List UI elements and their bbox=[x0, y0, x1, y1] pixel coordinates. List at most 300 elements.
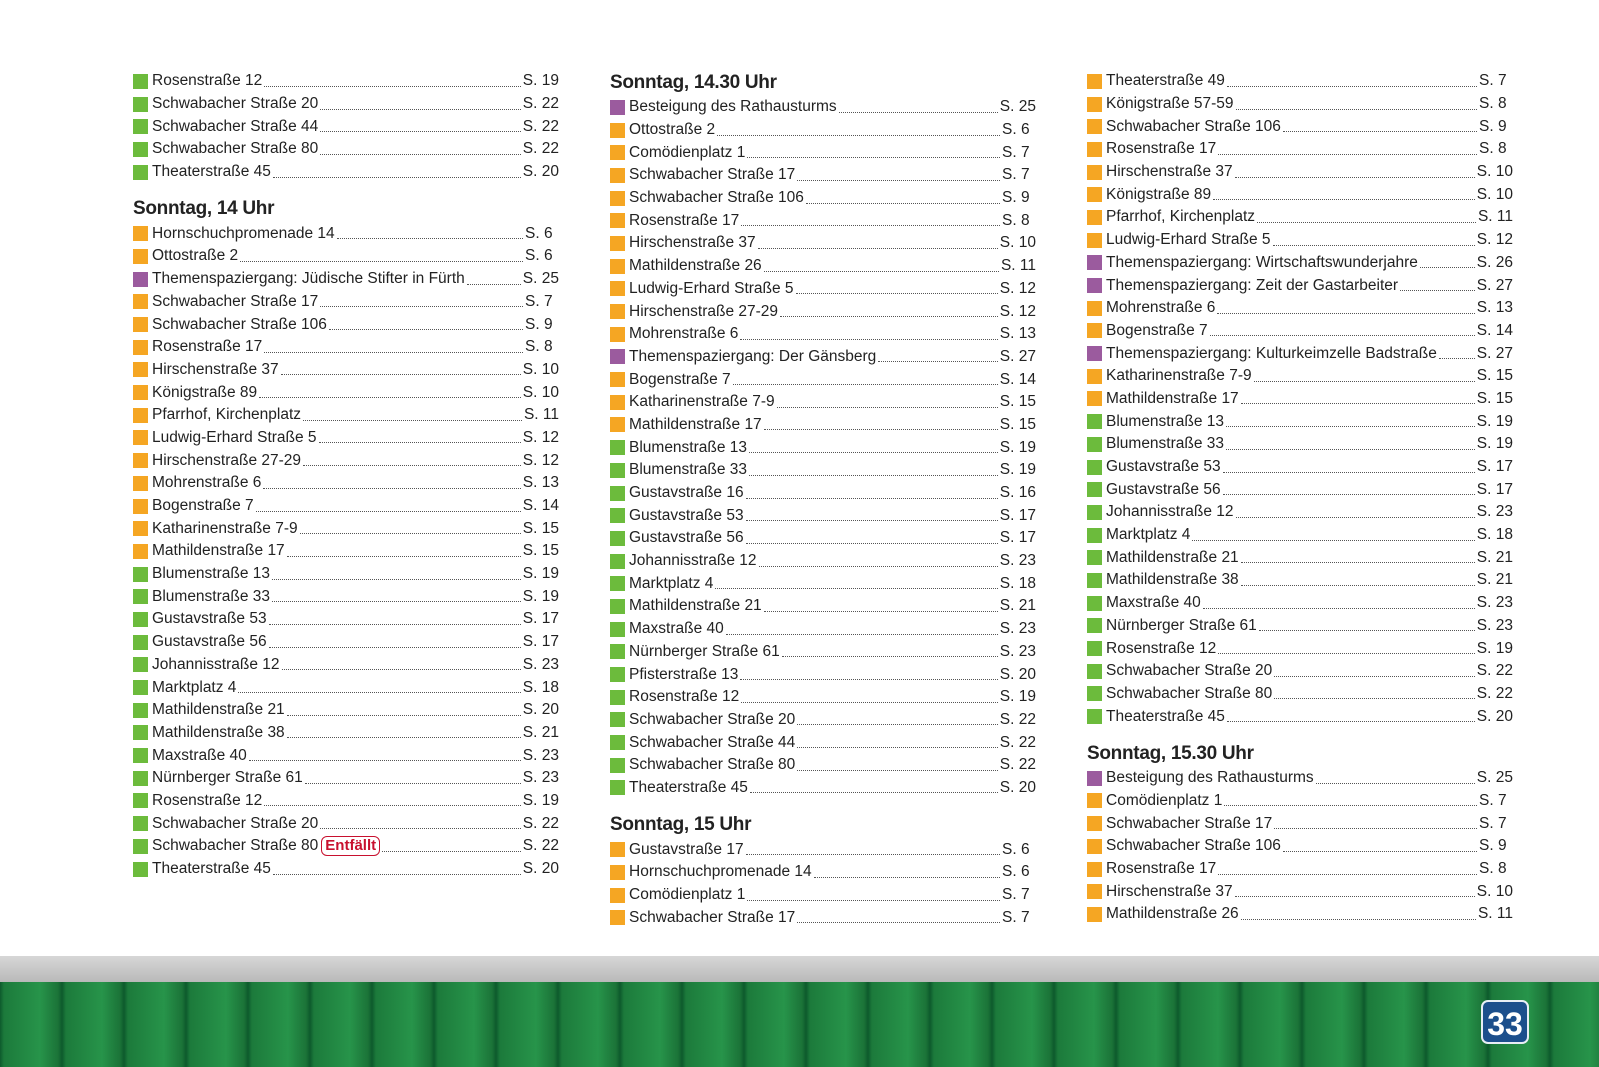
index-entry bbox=[610, 884, 1036, 907]
entry-page-ref: S. 15 bbox=[1476, 389, 1513, 407]
entry-page-ref: S. 23 bbox=[999, 552, 1036, 570]
dot-leader bbox=[1259, 630, 1475, 631]
index-entry bbox=[610, 572, 1036, 595]
index-entry bbox=[1087, 115, 1513, 138]
orange-category-swatch bbox=[610, 236, 625, 251]
entry-label: Schwabacher Straße 44 bbox=[629, 733, 796, 751]
entry-label: Mathildenstraße 21 bbox=[1106, 548, 1239, 566]
dot-leader bbox=[741, 702, 998, 703]
orange-category-swatch bbox=[133, 499, 148, 514]
entry-page-ref: S. 17 bbox=[999, 529, 1036, 547]
green-category-swatch bbox=[1087, 686, 1102, 701]
orange-category-swatch bbox=[1087, 369, 1102, 384]
entry-label: Theaterstraße 45 bbox=[152, 860, 271, 878]
index-entry bbox=[610, 459, 1036, 482]
index-entry bbox=[133, 495, 559, 518]
dot-leader bbox=[1273, 245, 1475, 246]
index-entry bbox=[610, 209, 1036, 232]
index-entry bbox=[610, 96, 1036, 119]
orange-category-swatch bbox=[1087, 97, 1102, 112]
dot-leader bbox=[1236, 517, 1475, 518]
dot-leader bbox=[238, 692, 520, 693]
entry-page-ref: S. 21 bbox=[1476, 548, 1513, 566]
entry-label: Comödienplatz 1 bbox=[629, 143, 746, 161]
entry-label: Blumenstraße 13 bbox=[629, 438, 748, 456]
entry-page-ref: S. 11 bbox=[1000, 257, 1036, 275]
dot-leader bbox=[467, 284, 521, 285]
entry-label: Gustavstraße 53 bbox=[152, 610, 267, 628]
entry-page-ref: S. 9 bbox=[525, 315, 553, 333]
dot-leader bbox=[259, 397, 521, 398]
green-category-swatch bbox=[133, 612, 148, 627]
index-entry bbox=[1087, 835, 1513, 858]
entry-page-ref: S. 7 bbox=[1002, 166, 1030, 184]
entry-label: Katharinenstraße 7-9 bbox=[629, 393, 775, 411]
dot-leader bbox=[272, 579, 521, 580]
index-entry bbox=[1087, 297, 1513, 320]
dot-leader bbox=[1218, 154, 1477, 155]
footer-band bbox=[0, 956, 1599, 982]
entry-label: Mohrenstraße 6 bbox=[1106, 299, 1216, 317]
index-entry bbox=[610, 527, 1036, 550]
entry-page-ref: S. 12 bbox=[522, 451, 559, 469]
dot-leader bbox=[726, 634, 998, 635]
dot-leader bbox=[273, 177, 521, 178]
entry-page-ref: S. 25 bbox=[1476, 769, 1513, 787]
orange-category-swatch bbox=[610, 168, 625, 183]
orange-category-swatch bbox=[133, 362, 148, 377]
index-entry bbox=[1087, 342, 1513, 365]
entry-label: Themenspaziergang: Zeit der Gastarbeiter bbox=[1106, 276, 1399, 294]
dot-leader bbox=[717, 135, 1000, 136]
entry-page-ref: S. 7 bbox=[1479, 791, 1507, 809]
dot-leader bbox=[749, 475, 998, 476]
entry-label: Maxstraße 40 bbox=[152, 746, 247, 764]
dot-leader bbox=[1223, 472, 1475, 473]
green-category-swatch bbox=[610, 599, 625, 614]
entry-label: Maxstraße 40 bbox=[629, 620, 724, 638]
entry-label: Ludwig-Erhard Straße 5 bbox=[152, 428, 317, 446]
purple-category-swatch bbox=[610, 349, 625, 364]
index-entry bbox=[1087, 767, 1513, 790]
index-entry bbox=[1087, 274, 1513, 297]
index-entry bbox=[1087, 388, 1513, 411]
entry-page-ref: S. 17 bbox=[1476, 458, 1513, 476]
orange-category-swatch bbox=[133, 294, 148, 309]
dot-leader bbox=[382, 851, 521, 852]
dot-leader bbox=[797, 724, 998, 725]
dot-leader bbox=[320, 109, 521, 110]
index-entry bbox=[133, 70, 559, 93]
index-entry bbox=[133, 790, 559, 813]
entry-label: Blumenstraße 13 bbox=[152, 565, 271, 583]
entry-page-ref: S. 13 bbox=[1476, 299, 1513, 317]
dot-leader bbox=[758, 248, 998, 249]
entry-page-ref: S. 10 bbox=[1476, 882, 1513, 900]
entry-page-ref: S. 7 bbox=[1479, 814, 1507, 832]
entry-label: Schwabacher Straße 106 bbox=[1106, 837, 1281, 855]
index-entry bbox=[1087, 365, 1513, 388]
entry-page-ref: S. 10 bbox=[999, 234, 1036, 252]
dot-leader bbox=[303, 465, 521, 466]
entry-label: Mathildenstraße 17 bbox=[1106, 389, 1239, 407]
dot-leader bbox=[329, 329, 523, 330]
dot-leader bbox=[287, 715, 521, 716]
entry-label: Rosenstraße 17 bbox=[1106, 140, 1217, 158]
entry-label: Königstraße 89 bbox=[1106, 185, 1212, 203]
index-entry bbox=[133, 699, 559, 722]
entry-label: Comödienplatz 1 bbox=[629, 886, 746, 904]
green-category-swatch bbox=[133, 165, 148, 180]
dot-leader bbox=[1227, 86, 1477, 87]
entry-label: Schwabacher Straße 17 bbox=[1106, 814, 1273, 832]
dot-leader bbox=[264, 352, 523, 353]
dot-leader bbox=[746, 520, 998, 521]
entry-page-ref: S. 23 bbox=[999, 642, 1036, 660]
index-entry bbox=[610, 777, 1036, 800]
entry-page-ref: S. 7 bbox=[525, 292, 553, 310]
entry-label: Hirschenstraße 37 bbox=[629, 234, 756, 252]
entry-label: Schwabacher Straße 106 bbox=[1106, 117, 1281, 135]
entry-label: Hornschuchpromenade 14 bbox=[152, 224, 335, 242]
index-entry bbox=[1087, 660, 1513, 683]
index-entry bbox=[610, 550, 1036, 573]
index-entry bbox=[133, 540, 559, 563]
dot-leader bbox=[1203, 608, 1475, 609]
entry-page-ref: S. 22 bbox=[522, 140, 559, 158]
green-category-swatch bbox=[1087, 528, 1102, 543]
green-category-swatch bbox=[610, 486, 625, 501]
index-entry bbox=[610, 686, 1036, 709]
section-gap bbox=[1087, 728, 1513, 738]
green-category-swatch bbox=[1087, 505, 1102, 520]
entry-label: Comödienplatz 1 bbox=[1106, 791, 1223, 809]
purple-category-swatch bbox=[1087, 278, 1102, 293]
entry-label: Rosenstraße 12 bbox=[152, 791, 263, 809]
dot-leader bbox=[1223, 494, 1475, 495]
section-gap bbox=[610, 799, 1036, 809]
orange-category-swatch bbox=[610, 417, 625, 432]
dot-leader bbox=[797, 747, 998, 748]
green-category-swatch bbox=[133, 771, 148, 786]
entry-page-ref: S. 10 bbox=[522, 383, 559, 401]
dot-leader bbox=[303, 420, 522, 421]
dot-leader bbox=[269, 624, 521, 625]
dot-leader bbox=[747, 157, 1000, 158]
entry-page-ref: S. 11 bbox=[523, 406, 559, 424]
entry-label: Schwabacher Straße 44 bbox=[152, 117, 319, 135]
dot-leader bbox=[337, 238, 523, 239]
entry-label: Mohrenstraße 6 bbox=[629, 325, 739, 343]
dot-leader bbox=[264, 805, 521, 806]
entry-page-ref: S. 15 bbox=[1476, 367, 1513, 385]
index-entry bbox=[133, 245, 559, 268]
dot-leader bbox=[746, 543, 998, 544]
green-category-swatch bbox=[1087, 573, 1102, 588]
dot-leader bbox=[1254, 381, 1475, 382]
orange-category-swatch bbox=[1087, 301, 1102, 316]
entry-label: Johannisstraße 12 bbox=[152, 655, 280, 673]
entry-page-ref: S. 17 bbox=[1476, 480, 1513, 498]
entry-page-ref: S. 8 bbox=[525, 338, 553, 356]
dot-leader bbox=[1241, 585, 1475, 586]
entry-page-ref: S. 13 bbox=[522, 474, 559, 492]
dot-leader bbox=[715, 588, 997, 589]
orange-category-swatch bbox=[1087, 907, 1102, 922]
green-category-swatch bbox=[133, 657, 148, 672]
entry-label: Blumenstraße 33 bbox=[629, 461, 748, 479]
index-entry bbox=[610, 255, 1036, 278]
green-category-swatch bbox=[1087, 641, 1102, 656]
entry-label: Nürnberger Straße 61 bbox=[1106, 616, 1257, 634]
index-entry bbox=[1087, 229, 1513, 252]
dot-leader bbox=[1283, 131, 1477, 132]
entry-page-ref: S. 9 bbox=[1479, 117, 1507, 135]
entry-label: Theaterstraße 45 bbox=[629, 778, 748, 796]
green-category-swatch bbox=[133, 748, 148, 763]
cancelled-badge: Entfällt bbox=[321, 836, 380, 856]
dot-leader bbox=[839, 112, 998, 113]
entry-label: Johannisstraße 12 bbox=[629, 552, 757, 570]
index-entry bbox=[610, 436, 1036, 459]
entry-page-ref: S. 22 bbox=[1476, 684, 1513, 702]
index-entry bbox=[610, 504, 1036, 527]
index-entry bbox=[133, 93, 559, 116]
dot-leader bbox=[263, 488, 520, 489]
index-entry bbox=[133, 563, 559, 586]
entry-label: Themenspaziergang: Der Gänsberg bbox=[629, 347, 877, 365]
entry-page-ref: S. 6 bbox=[525, 224, 553, 242]
entry-label: Nürnberger Straße 61 bbox=[152, 769, 303, 787]
dot-leader bbox=[1274, 828, 1477, 829]
index-entry bbox=[133, 858, 559, 881]
entry-page-ref: S. 26 bbox=[1476, 253, 1513, 271]
dot-leader bbox=[1217, 313, 1474, 314]
dot-leader bbox=[1192, 540, 1474, 541]
dot-leader bbox=[1210, 335, 1475, 336]
dot-leader bbox=[1226, 449, 1475, 450]
dot-leader bbox=[1224, 805, 1477, 806]
entry-label: Katharinenstraße 7-9 bbox=[152, 519, 298, 537]
index-entry bbox=[1087, 615, 1513, 638]
entry-label: Marktplatz 4 bbox=[152, 678, 237, 696]
orange-category-swatch bbox=[133, 226, 148, 241]
entry-label: Schwabacher Straße 80 bbox=[1106, 684, 1273, 702]
entry-label: Schwabacher Straße 80 bbox=[152, 140, 319, 158]
entry-page-ref: S. 17 bbox=[999, 506, 1036, 524]
dot-leader bbox=[1316, 783, 1475, 784]
purple-category-swatch bbox=[133, 272, 148, 287]
index-entry bbox=[133, 268, 559, 291]
orange-category-swatch bbox=[610, 842, 625, 857]
dot-leader bbox=[782, 656, 998, 657]
orange-category-swatch bbox=[610, 145, 625, 160]
entry-page-ref: S. 19 bbox=[999, 438, 1036, 456]
orange-category-swatch bbox=[133, 385, 148, 400]
section-heading: Sonntag, 15.30 Uhr bbox=[1087, 742, 1254, 764]
green-category-swatch bbox=[133, 816, 148, 831]
entry-page-ref: S. 12 bbox=[1476, 231, 1513, 249]
index-entry bbox=[1087, 206, 1513, 229]
index-entry bbox=[133, 812, 559, 835]
dot-leader bbox=[764, 271, 999, 272]
green-category-swatch bbox=[610, 712, 625, 727]
purple-category-swatch bbox=[1087, 255, 1102, 270]
entry-label: Blumenstraße 33 bbox=[152, 587, 271, 605]
dot-leader bbox=[764, 611, 998, 612]
orange-category-swatch bbox=[610, 910, 625, 925]
green-category-swatch bbox=[133, 635, 148, 650]
entry-label: Rosenstraße 12 bbox=[1106, 639, 1217, 657]
entry-page-ref: S. 21 bbox=[522, 723, 559, 741]
index-entry bbox=[1087, 252, 1513, 275]
dot-leader bbox=[300, 533, 521, 534]
dot-leader bbox=[1400, 290, 1475, 291]
dot-leader bbox=[764, 429, 998, 430]
entry-label: Schwabacher Straße 17 bbox=[629, 166, 796, 184]
entry-label: Schwabacher Straße 80 bbox=[152, 837, 319, 855]
dot-leader bbox=[320, 131, 521, 132]
entry-page-ref: S. 19 bbox=[522, 565, 559, 583]
entry-label: Katharinenstraße 7-9 bbox=[1106, 367, 1252, 385]
dot-leader bbox=[777, 407, 998, 408]
entry-label: Mohrenstraße 6 bbox=[152, 474, 262, 492]
index-entry bbox=[133, 336, 559, 359]
dot-leader bbox=[1283, 851, 1477, 852]
green-category-swatch bbox=[133, 119, 148, 134]
index-entry bbox=[133, 722, 559, 745]
index-entry bbox=[133, 654, 559, 677]
index-entry bbox=[610, 618, 1036, 641]
entry-page-ref: S. 23 bbox=[1476, 594, 1513, 612]
dot-leader bbox=[287, 737, 521, 738]
index-entry bbox=[1087, 183, 1513, 206]
entry-page-ref: S. 22 bbox=[999, 710, 1036, 728]
entry-page-ref: S. 6 bbox=[1002, 863, 1030, 881]
green-category-swatch bbox=[133, 74, 148, 89]
index-entry bbox=[133, 517, 559, 540]
dot-leader bbox=[780, 316, 998, 317]
dot-leader bbox=[741, 225, 1000, 226]
entry-page-ref: S. 23 bbox=[522, 746, 559, 764]
entry-page-ref: S. 16 bbox=[999, 484, 1036, 502]
entry-page-ref: S. 17 bbox=[522, 633, 559, 651]
entry-label: Ludwig-Erhard Straße 5 bbox=[1106, 231, 1271, 249]
orange-category-swatch bbox=[1087, 165, 1102, 180]
entry-page-ref: S. 19 bbox=[1476, 639, 1513, 657]
entry-label: Rosenstraße 17 bbox=[1106, 860, 1217, 878]
index-entry bbox=[133, 427, 559, 450]
footer-fence-graphic bbox=[0, 982, 1599, 1067]
entry-label: Hirschenstraße 27-29 bbox=[629, 302, 779, 320]
entry-page-ref: S. 22 bbox=[522, 814, 559, 832]
dot-leader bbox=[797, 180, 1000, 181]
index-entry bbox=[1087, 320, 1513, 343]
entry-label: Maxstraße 40 bbox=[1106, 594, 1201, 612]
entry-page-ref: S. 10 bbox=[522, 360, 559, 378]
dot-leader bbox=[733, 384, 998, 385]
index-entry bbox=[133, 449, 559, 472]
index-column-2 bbox=[610, 70, 1036, 929]
index-entry bbox=[133, 115, 559, 138]
section-heading: Sonntag, 14 Uhr bbox=[133, 198, 275, 220]
dot-leader bbox=[1241, 919, 1476, 920]
entry-label: Themenspaziergang: Wirtschaftswunderjahre bbox=[1106, 253, 1418, 271]
green-category-swatch bbox=[610, 690, 625, 705]
entry-page-ref: S. 18 bbox=[1476, 526, 1513, 544]
dot-leader bbox=[1257, 222, 1476, 223]
section-heading: Sonntag, 15 Uhr bbox=[610, 814, 752, 836]
orange-category-swatch bbox=[133, 476, 148, 491]
green-category-swatch bbox=[1087, 437, 1102, 452]
index-entry bbox=[610, 641, 1036, 664]
orange-category-swatch bbox=[1087, 74, 1102, 89]
index-entry bbox=[610, 164, 1036, 187]
entry-label: Rosenstraße 12 bbox=[152, 72, 263, 90]
orange-category-swatch bbox=[133, 249, 148, 264]
index-entry bbox=[1087, 161, 1513, 184]
entry-label: Mathildenstraße 38 bbox=[1106, 571, 1239, 589]
green-category-swatch bbox=[1087, 550, 1102, 565]
orange-category-swatch bbox=[1087, 233, 1102, 248]
orange-category-swatch bbox=[610, 372, 625, 387]
dot-leader bbox=[272, 601, 521, 602]
index-entry bbox=[610, 861, 1036, 884]
dot-leader bbox=[747, 900, 1000, 901]
green-category-swatch bbox=[610, 622, 625, 637]
entry-page-ref: S. 14 bbox=[1476, 321, 1513, 339]
index-entry bbox=[610, 595, 1036, 618]
entry-page-ref: S. 15 bbox=[522, 519, 559, 537]
dot-leader bbox=[740, 339, 997, 340]
green-category-swatch bbox=[610, 576, 625, 591]
entry-label: Mathildenstraße 21 bbox=[152, 701, 285, 719]
entry-label: Gustavstraße 17 bbox=[629, 840, 744, 858]
dot-leader bbox=[1274, 676, 1475, 677]
entry-label: Mathildenstraße 17 bbox=[152, 542, 285, 560]
entry-page-ref: S. 20 bbox=[522, 701, 559, 719]
orange-category-swatch bbox=[610, 213, 625, 228]
entry-label: Nürnberger Straße 61 bbox=[629, 642, 780, 660]
entry-page-ref: S. 22 bbox=[999, 733, 1036, 751]
green-category-swatch bbox=[610, 735, 625, 750]
entry-label: Gustavstraße 16 bbox=[629, 484, 744, 502]
index-entry bbox=[133, 608, 559, 631]
entry-page-ref: S. 23 bbox=[1476, 616, 1513, 634]
dot-leader bbox=[249, 760, 521, 761]
green-category-swatch bbox=[610, 463, 625, 478]
entry-label: Gustavstraße 56 bbox=[152, 633, 267, 651]
entry-label: Schwabacher Straße 20 bbox=[152, 95, 319, 113]
index-entry bbox=[1087, 410, 1513, 433]
entry-label: Schwabacher Straße 106 bbox=[629, 189, 804, 207]
index-entry bbox=[1087, 524, 1513, 547]
index-entry bbox=[133, 767, 559, 790]
green-category-swatch bbox=[133, 680, 148, 695]
entry-page-ref: S. 22 bbox=[1476, 662, 1513, 680]
entry-page-ref: S. 23 bbox=[522, 769, 559, 787]
purple-category-swatch bbox=[1087, 771, 1102, 786]
green-category-swatch bbox=[133, 589, 148, 604]
entry-label: Ottostraße 2 bbox=[152, 247, 239, 265]
dot-leader bbox=[305, 783, 521, 784]
orange-category-swatch bbox=[610, 191, 625, 206]
green-category-swatch bbox=[1087, 618, 1102, 633]
dot-leader bbox=[320, 828, 521, 829]
green-category-swatch bbox=[610, 644, 625, 659]
entry-page-ref: S. 27 bbox=[999, 347, 1036, 365]
green-category-swatch bbox=[133, 793, 148, 808]
